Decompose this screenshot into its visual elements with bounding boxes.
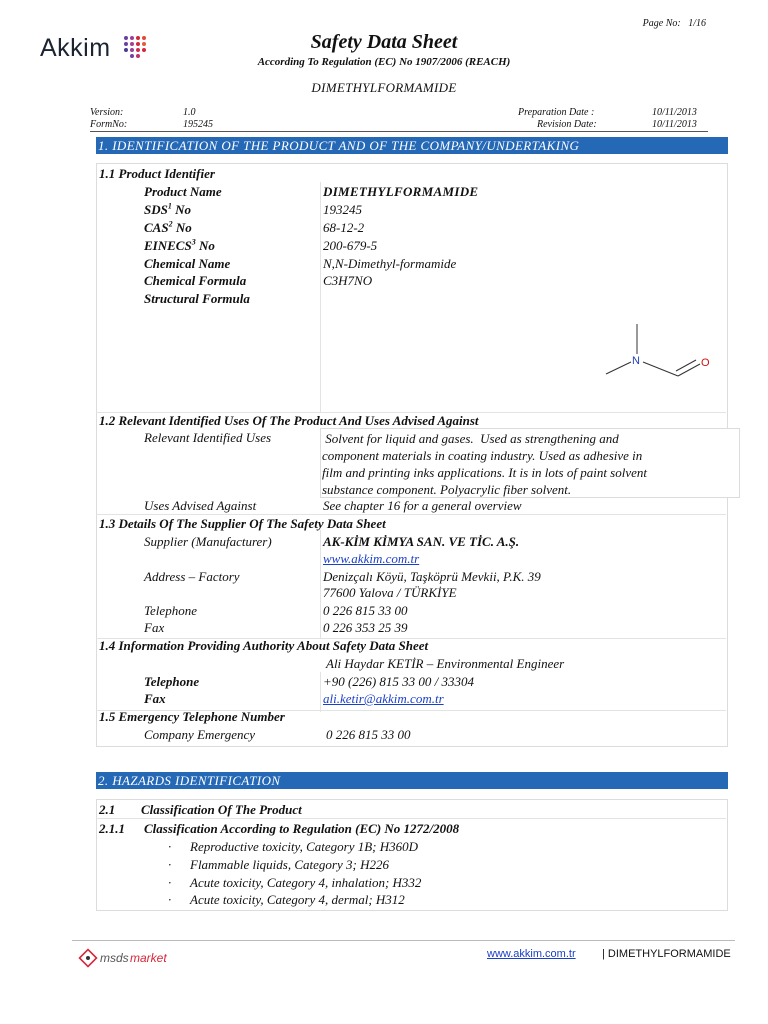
bullet-icon: ·: [168, 892, 172, 907]
product-name-label: Product Name: [144, 184, 222, 199]
fax-value: 0 226 353 25 39: [323, 620, 408, 635]
authority-email-link[interactable]: ali.ketir@akkim.com.tr: [323, 691, 444, 706]
document-title: Safety Data Sheet: [310, 31, 458, 53]
uses-advised-against-label: Uses Advised Against: [144, 498, 257, 513]
product-heading: DIMETHYLFORMAMIDE: [311, 80, 457, 95]
cas-no-value: 68-12-2: [323, 220, 365, 235]
relevant-uses-label: Relevant Identified Uses: [144, 430, 272, 445]
chemical-name-label: Chemical Name: [144, 256, 231, 271]
telephone-label: Telephone: [144, 603, 197, 618]
footer-divider: [72, 940, 735, 941]
bullet-icon: ·: [168, 875, 172, 890]
subsection-2-1-1-title: Classification According to Regulation (EC) No 1272/2008: [144, 821, 460, 836]
subsection-1-2-title: 1.2 Relevant Identified Uses Of The Product And Uses Advised Against: [99, 413, 479, 428]
subsection-1-3-title: 1.3 Details Of The Supplier Of The Safety Data Sheet: [99, 516, 386, 531]
nitrogen-atom: N: [632, 355, 640, 367]
bond-line: [606, 362, 631, 374]
formno-value: 195245: [183, 119, 213, 130]
product-name-value: DIMETHYLFORMAMIDE: [323, 184, 479, 199]
footer-product-name: | DIMETHYLFORMAMIDE: [602, 948, 731, 960]
supplier-website-link[interactable]: www.akkim.com.tr: [323, 551, 420, 566]
section-2-heading: 2. HAZARDS IDENTIFICATION: [96, 772, 728, 789]
authority-fax-label: Fax: [144, 691, 166, 706]
revision-date-label: Revision Date:: [537, 119, 597, 130]
subsection-2-1-number: 2.1: [99, 802, 116, 817]
table-divider: [96, 818, 726, 819]
subsection-2-1-title: Classification Of The Product: [141, 802, 302, 817]
einecs-no-value: 200-679-5: [323, 238, 378, 253]
subsection-1-4-title: 1.4 Information Providing Authority About Safety Data Sheet: [99, 638, 429, 653]
authority-name: Ali Haydar KETİR – Environmental Engineer: [326, 656, 565, 671]
version-value: 1.0: [183, 107, 196, 118]
sds-no-value: 193245: [323, 202, 362, 217]
table-divider: [320, 672, 321, 712]
chemical-name-value: N,N-Dimethyl-formamide: [323, 256, 457, 271]
formno-label: FormNo:: [90, 119, 128, 130]
supplier-label: Supplier (Manufacturer): [144, 534, 272, 549]
fax-label: Fax: [144, 620, 165, 635]
address-label: Address – Factory: [144, 569, 240, 584]
table-divider: [96, 514, 726, 515]
address-line-1: Denizçalı Köyü, Taşköprü Mevkii, P.K. 39: [323, 569, 541, 584]
brand-prefix: msds: [100, 951, 129, 965]
bond-line: [643, 362, 678, 376]
bond-line: [676, 360, 696, 371]
authority-telephone-label: Telephone: [144, 674, 200, 689]
oxygen-atom: O: [701, 357, 710, 369]
company-emergency-value: 0 226 815 33 00: [326, 727, 411, 742]
preparation-date-value: 10/11/2013: [652, 107, 697, 118]
subsection-2-1-1-number: 2.1.1: [99, 821, 125, 836]
page-number: Page No: 1/16: [642, 18, 706, 29]
logo-text: Akkim: [40, 34, 111, 62]
authority-telephone-value: +90 (226) 815 33 00 / 33304: [323, 674, 475, 689]
relevant-uses-text: Solvent for liquid and gases. Used as strengthening and component materials in coating industry. Used as adhesive in film and printing inks applications. It is in lots of paint solvent substance component. Polyacrylic fiber solvent.: [322, 431, 647, 497]
hazard-diamond-icon: [78, 948, 98, 968]
bullet-icon: ·: [168, 839, 172, 854]
version-label: Version:: [90, 107, 124, 118]
revision-date-value: 10/11/2013: [652, 119, 697, 130]
document-subtitle: According To Regulation (EC) No 1907/2006 (REACH): [257, 56, 511, 68]
cas-no-label: CAS$^2$ No: [144, 219, 192, 235]
subsection-1-5-title: 1.5 Emergency Telephone Number: [99, 709, 285, 724]
uses-advised-against-value: See chapter 16 for a general overview: [323, 498, 522, 513]
telephone-value: 0 226 815 33 00: [323, 603, 408, 618]
einecs-no-label: EINECS$^3$ No: [144, 237, 215, 253]
section-1-heading: 1. IDENTIFICATION OF THE PRODUCT AND OF THE COMPANY/UNDERTAKING: [96, 137, 728, 154]
bullet-icon: ·: [168, 857, 172, 872]
sds-no-label: SDS$^1$ No: [144, 201, 191, 217]
hazard-item: Acute toxicity, Category 4, inhalation; H332: [190, 875, 422, 890]
meta-divider: [90, 131, 708, 132]
table-divider: [320, 182, 321, 412]
supplier-name: AK-KİM KİMYA SAN. VE TİC. A.Ş.: [323, 534, 520, 549]
chemical-formula-value: C3H7NO: [323, 273, 373, 288]
brand-suffix: market: [130, 951, 167, 965]
hazard-item: Acute toxicity, Category 4, dermal; H312: [190, 892, 405, 907]
structural-formula-label: Structural Formula: [144, 291, 250, 306]
msdsmarket-logo: [78, 948, 188, 970]
footer-website-link[interactable]: www.akkim.com.tr: [487, 948, 576, 960]
hazard-item: Reproductive toxicity, Category 1B; H360D: [190, 839, 419, 854]
bond-line: [678, 364, 700, 376]
hazard-item: Flammable liquids, Category 3; H226: [190, 857, 389, 872]
address-line-2: 77600 Yalova / TÜRKİYE: [323, 585, 457, 600]
structural-formula-diagram: [590, 316, 720, 382]
chemical-formula-label: Chemical Formula: [144, 273, 247, 288]
company-emergency-label: Company Emergency: [144, 727, 256, 742]
subsection-1-1-title: 1.1 Product Identifier: [99, 166, 215, 181]
preparation-date-label: Preparation Date :: [518, 107, 595, 118]
table-divider: [320, 530, 321, 638]
